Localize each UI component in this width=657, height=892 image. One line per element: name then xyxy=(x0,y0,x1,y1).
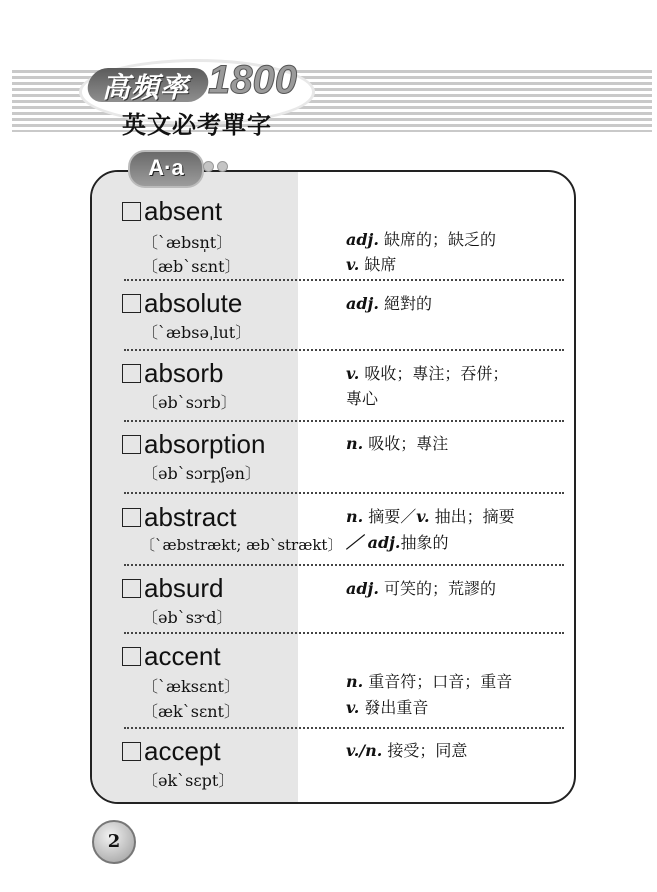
definition: v. 缺席 xyxy=(346,255,397,274)
checkbox-icon[interactable] xyxy=(122,508,141,527)
definition: v./n. 接受；同意 xyxy=(346,741,468,760)
definition: ／ adj.抽象的 xyxy=(346,533,449,552)
definition: adj. 可笑的；荒謬的 xyxy=(346,579,497,598)
dotted-divider xyxy=(124,564,564,566)
word-absent: absent xyxy=(122,196,222,227)
pronunciation: 〔`æbsəˌlut〕 xyxy=(142,323,252,342)
checkbox-icon[interactable] xyxy=(122,579,141,598)
book-title-number: 1800 xyxy=(208,58,297,102)
pronunciation: 〔`æksɛnt〕 xyxy=(142,677,240,696)
definition: n. 重音符；口音；重音 xyxy=(346,672,513,691)
word-accent: accent xyxy=(122,641,221,672)
pronunciation: 〔`æbsn̩t〕 xyxy=(142,233,233,252)
pronunciation: 〔æk`sɛnt〕 xyxy=(142,702,240,721)
dot-icon xyxy=(203,161,214,172)
word-absurd: absurd xyxy=(122,573,224,604)
book-title-top: 高頻率 xyxy=(102,71,190,104)
definition: 專心 xyxy=(346,389,379,408)
checkbox-icon[interactable] xyxy=(122,742,141,761)
pronunciation: 〔ək`sɛpt〕 xyxy=(142,771,235,790)
book-subtitle: 英文必考單字 xyxy=(122,110,272,139)
dotted-divider xyxy=(124,349,564,351)
word-absorb: absorb xyxy=(122,358,224,389)
checkbox-icon[interactable] xyxy=(122,364,141,383)
definition: n. 摘要／v. 抽出；摘要 xyxy=(346,507,515,526)
word-absolute: absolute xyxy=(122,288,242,319)
pronunciation: 〔æb`sɛnt〕 xyxy=(142,257,241,276)
pronunciation: 〔əb`sɔrb〕 xyxy=(142,393,237,412)
definition: adj. 缺席的；缺乏的 xyxy=(346,230,497,249)
badge-dots xyxy=(203,161,228,172)
page-number: 2 xyxy=(92,820,136,864)
dot-icon xyxy=(217,161,228,172)
definition: v. 發出重音 xyxy=(346,698,429,717)
checkbox-icon[interactable] xyxy=(122,202,141,221)
checkbox-icon[interactable] xyxy=(122,294,141,313)
definition: n. 吸收；專注 xyxy=(346,434,449,453)
dotted-divider xyxy=(124,279,564,281)
checkbox-icon[interactable] xyxy=(122,647,141,666)
definition: adj. 絕對的 xyxy=(346,294,433,313)
dotted-divider xyxy=(124,632,564,634)
pronunciation: 〔əb`sɝd〕 xyxy=(142,608,233,627)
dotted-divider xyxy=(124,420,564,422)
dotted-divider xyxy=(124,492,564,494)
checkbox-icon[interactable] xyxy=(122,435,141,454)
section-badge: A·a xyxy=(128,150,204,188)
pronunciation: 〔`æbstrækt; æb`strækt〕 xyxy=(140,536,343,554)
word-accept: accept xyxy=(122,736,221,767)
vocabulary-card xyxy=(90,170,576,804)
definition: v. 吸收；專注；吞併； xyxy=(346,364,509,383)
word-abstract: abstract xyxy=(122,502,237,533)
word-absorption: absorption xyxy=(122,429,265,460)
pronunciation: 〔əb`sɔrpʃən〕 xyxy=(142,464,261,483)
dotted-divider xyxy=(124,727,564,729)
